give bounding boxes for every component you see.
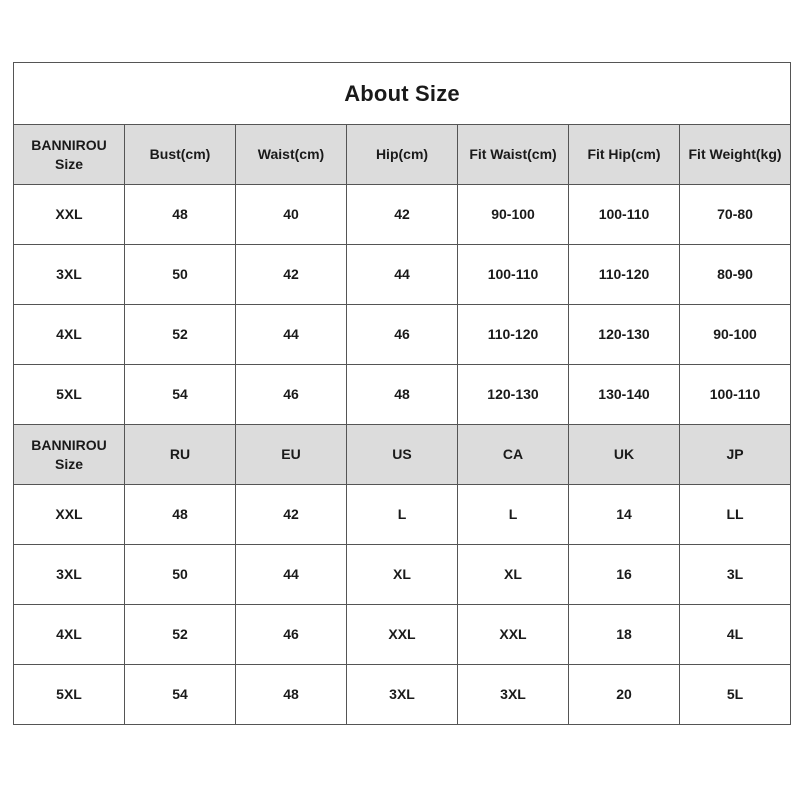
- table-cell: 90-100: [458, 185, 569, 245]
- page-title: About Size: [14, 63, 791, 125]
- table-cell: 48: [236, 665, 347, 725]
- table-cell: 54: [125, 665, 236, 725]
- table-cell: 54: [125, 365, 236, 425]
- table-cell: 70-80: [680, 185, 791, 245]
- table-cell: 100-110: [569, 185, 680, 245]
- table-cell: L: [347, 485, 458, 545]
- brand-label: BANNIROU: [31, 436, 107, 453]
- column-header: CA: [458, 425, 569, 485]
- brand-label: BANNIROU: [31, 136, 107, 153]
- table-cell: 130-140: [569, 365, 680, 425]
- table-cell: LL: [680, 485, 791, 545]
- column-header: JP: [680, 425, 791, 485]
- table-cell: 80-90: [680, 245, 791, 305]
- table-cell: 46: [347, 305, 458, 365]
- table-cell: XXL: [347, 605, 458, 665]
- table-cell: 20: [569, 665, 680, 725]
- table-cell: XL: [458, 545, 569, 605]
- column-header: US: [347, 425, 458, 485]
- table-cell: XL: [347, 545, 458, 605]
- size-cell: 5XL: [14, 365, 125, 425]
- table-cell: 120-130: [458, 365, 569, 425]
- table-cell: 14: [569, 485, 680, 545]
- table-cell: 120-130: [569, 305, 680, 365]
- table-cell: 50: [125, 545, 236, 605]
- table-cell: 110-120: [569, 245, 680, 305]
- column-header: Fit Hip(cm): [569, 125, 680, 185]
- column-header: RU: [125, 425, 236, 485]
- table-cell: 44: [347, 245, 458, 305]
- table-cell: 48: [125, 485, 236, 545]
- column-header: Fit Weight(kg): [680, 125, 791, 185]
- size-cell: 4XL: [14, 605, 125, 665]
- table-cell: 3XL: [347, 665, 458, 725]
- table-row: [14, 485, 791, 545]
- table-cell: 5L: [680, 665, 791, 725]
- size-cell: XXL: [14, 485, 125, 545]
- column-header: Waist(cm): [236, 125, 347, 185]
- table-cell: 42: [236, 245, 347, 305]
- table-cell: 42: [347, 185, 458, 245]
- table-cell: 48: [347, 365, 458, 425]
- conversion-header-row: [14, 425, 791, 485]
- table-cell: 3XL: [458, 665, 569, 725]
- table-cell: 50: [125, 245, 236, 305]
- size-column-header: [14, 125, 125, 185]
- size-label: Size: [54, 455, 83, 472]
- table-cell: 110-120: [458, 305, 569, 365]
- table-cell: 44: [236, 545, 347, 605]
- table-cell: 90-100: [680, 305, 791, 365]
- size-column-header: [14, 425, 125, 485]
- column-header: Hip(cm): [347, 125, 458, 185]
- table-cell: 48: [125, 185, 236, 245]
- table-cell: 44: [236, 305, 347, 365]
- size-cell: 3XL: [14, 545, 125, 605]
- size-cell: 5XL: [14, 665, 125, 725]
- table-cell: 40: [236, 185, 347, 245]
- title-row: [14, 63, 791, 125]
- table-row: [14, 365, 791, 425]
- table-cell: 52: [125, 605, 236, 665]
- column-header: Bust(cm): [125, 125, 236, 185]
- column-header: UK: [569, 425, 680, 485]
- size-cell: XXL: [14, 185, 125, 245]
- table-cell: 18: [569, 605, 680, 665]
- table-row: [14, 605, 791, 665]
- table-row: [14, 545, 791, 605]
- size-cell: 4XL: [14, 305, 125, 365]
- size-cell: 3XL: [14, 245, 125, 305]
- table-cell: 46: [236, 605, 347, 665]
- table-cell: 16: [569, 545, 680, 605]
- table-row: [14, 305, 791, 365]
- table-cell: 100-110: [680, 365, 791, 425]
- table-cell: XXL: [458, 605, 569, 665]
- table-row: [14, 245, 791, 305]
- measurement-header-row: [14, 125, 791, 185]
- table-row: [14, 185, 791, 245]
- table-row: [14, 665, 791, 725]
- table-cell: 4L: [680, 605, 791, 665]
- column-header: EU: [236, 425, 347, 485]
- table-cell: L: [458, 485, 569, 545]
- size-chart-table: [13, 62, 791, 725]
- size-label: Size: [54, 155, 83, 172]
- column-header: Fit Waist(cm): [458, 125, 569, 185]
- table-cell: 42: [236, 485, 347, 545]
- table-cell: 46: [236, 365, 347, 425]
- table-cell: 3L: [680, 545, 791, 605]
- table-cell: 100-110: [458, 245, 569, 305]
- table-cell: 52: [125, 305, 236, 365]
